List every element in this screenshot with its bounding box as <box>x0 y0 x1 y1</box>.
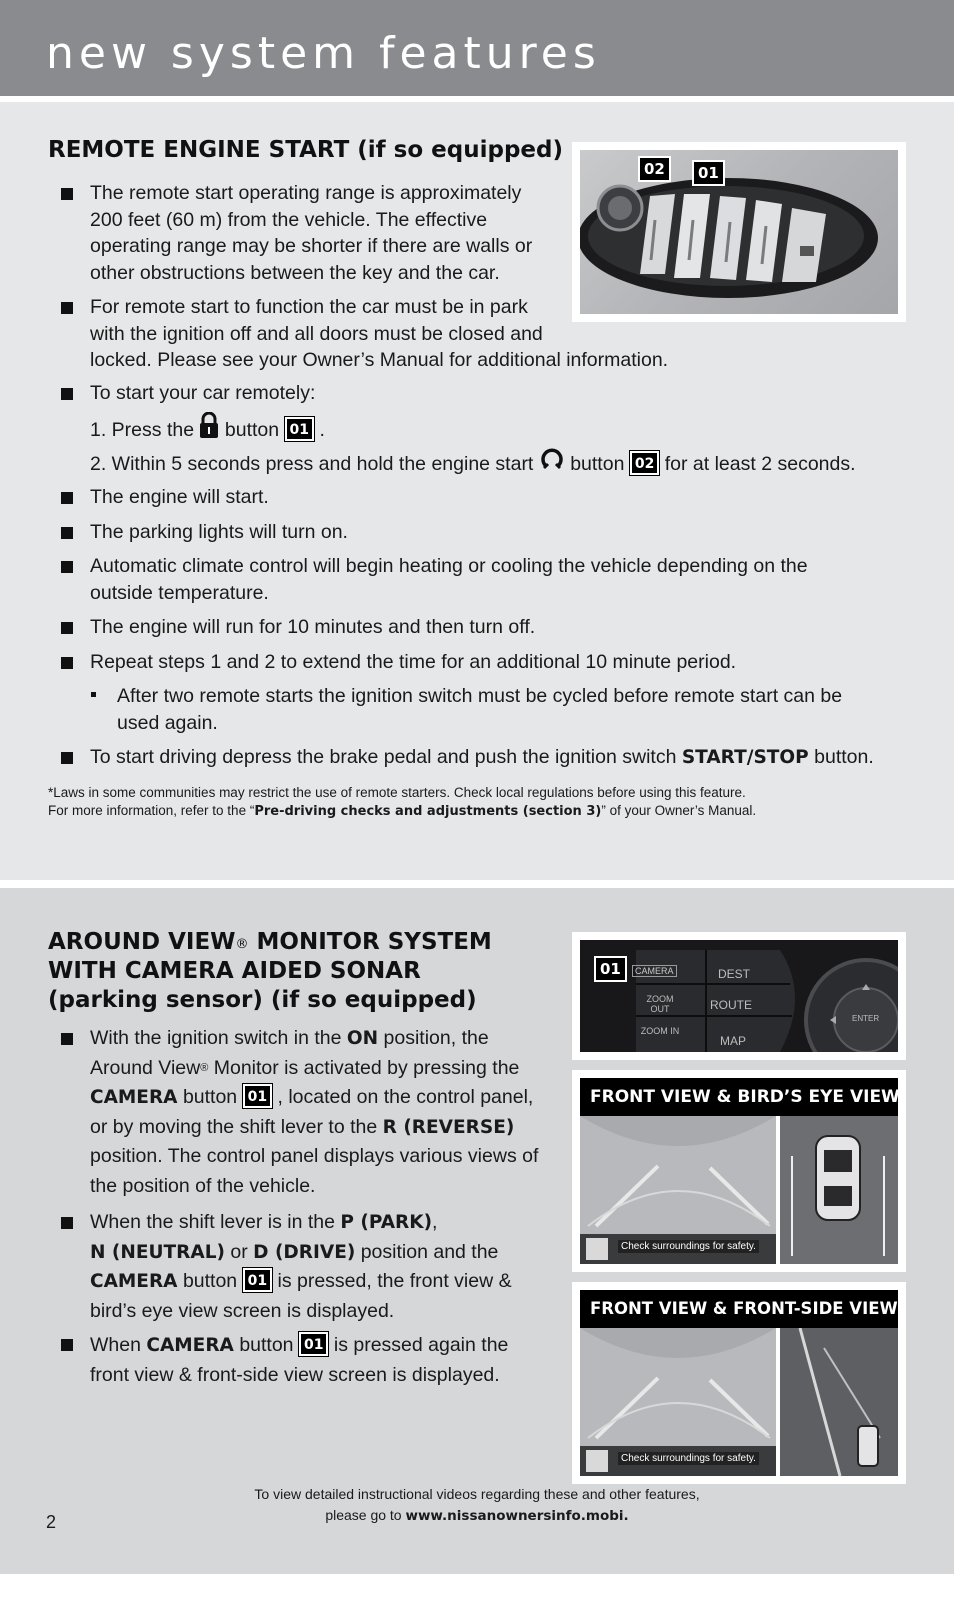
page-title: new system features <box>46 28 601 79</box>
birds-eye-view-caption: FRONT VIEW & BIRD’S EYE VIEW <box>580 1078 898 1116</box>
sub-bullet-dot <box>91 692 96 697</box>
camera-tag-01: 01 <box>299 1332 328 1356</box>
zoom-out-panel-button: ZOOM OUT <box>646 994 674 1014</box>
key-fob-photo <box>580 150 898 314</box>
button-tag-01: 01 <box>285 417 314 441</box>
dest-panel-button: DEST <box>718 967 751 981</box>
bullet-square <box>61 1217 73 1229</box>
engine-start-text: The engine will start. <box>90 486 269 508</box>
camera-tag-01: 01 <box>243 1268 272 1292</box>
zoom-in-panel-button: ZOOM IN <box>640 1026 680 1036</box>
map-panel-button: MAP <box>720 1034 747 1048</box>
bullet-square <box>61 188 73 200</box>
step-1: 1. Press the button 01 . <box>90 414 325 448</box>
ignition-cycle-text: After two remote starts the ignition switch must be cycled before remote start can be used again. <box>117 685 843 734</box>
website-link[interactable]: www.nissanownersinfo.mobi. <box>405 1508 629 1524</box>
page-number: 2 <box>46 1512 57 1532</box>
birds-eye-view-frame <box>572 1070 906 1272</box>
front-side-view-text: When CAMERA button 01 is pressed again the front view & front-side view screen is displayed. <box>90 1331 508 1390</box>
bullet-square <box>61 1033 73 1045</box>
key-fob-tag-02: 02 <box>638 156 671 182</box>
enter-panel-button: ENTER <box>852 1014 880 1023</box>
bullet-square <box>61 302 73 314</box>
range-text: The remote start operating range is approximately 200 feet (60 m) from the vehicle. The effective operating range may be shorter if there are walls or other obstructions between the key and the car. <box>90 182 533 284</box>
front-side-view-screen <box>580 1328 898 1476</box>
key-fob-illustration <box>580 150 898 314</box>
bullet-square <box>61 388 73 400</box>
climate-text: Automatic climate control will begin heating or cooling the vehicle depending on the outside temperature. <box>90 555 808 604</box>
step-2: 2. Within 5 seconds press and hold the engine start button 02 for at least 2 seconds. <box>90 448 856 482</box>
start-remotely-text: To start your car remotely: <box>90 382 316 404</box>
button-tag-02: 02 <box>630 451 659 475</box>
around-view-heading: AROUND VIEW® MONITOR SYSTEM WITH CAMERA AIDED SONAR (parking sensor) (if so equipped) <box>48 929 492 1013</box>
bullet-square <box>61 622 73 634</box>
camera-tag-01: 01 <box>243 1084 272 1108</box>
requirements-text: For remote start to function the car must be in park with the ignition off and all doors must be closed and locked. Please see your Owner’s Manual for additional information. <box>90 296 669 371</box>
bullet-square <box>61 492 73 504</box>
repeat-steps-text: Repeat steps 1 and 2 to extend the time for an additional 10 minute period. <box>90 651 737 673</box>
bullet-square <box>61 1339 73 1351</box>
bullet-square <box>61 527 73 539</box>
bullet-square <box>61 657 73 669</box>
page-header <box>0 0 954 96</box>
front-side-view-caption: FRONT VIEW & FRONT-SIDE VIEW <box>580 1290 898 1328</box>
safety-message: Check surroundings for safety. <box>618 1240 759 1253</box>
birds-eye-view-screen <box>580 1116 898 1264</box>
key-fob-tag-01: 01 <box>692 160 725 186</box>
front-side-view-frame <box>572 1282 906 1484</box>
engine-start-icon <box>539 446 565 480</box>
footer: To view detailed instructional videos regarding these and other features, please go to www.nissanownersinfo.mobi. <box>254 1486 700 1524</box>
route-panel-button: ROUTE <box>710 998 752 1012</box>
run-time-text: The engine will run for 10 minutes and then turn off. <box>90 616 536 638</box>
start-driving-text: To start driving depress the brake pedal and push the ignition switch START/STOP button. <box>90 746 874 768</box>
lock-icon <box>199 412 219 446</box>
safety-message: Check surroundings for safety. <box>618 1452 759 1465</box>
bullet-square <box>61 561 73 573</box>
panel-tag-01: 01 <box>594 956 627 982</box>
legal-note: *Laws in some communities may restrict the use of remote starters. Check local regulations before using this feature. For more information, refer to the “Pre-driving checks and adjustments (section 3)” of your Owner’s Manual. <box>48 785 757 819</box>
activation-text: With the ignition switch in the ON position, the Around View® Monitor is activated by pressing the CAMERA button 01 , located on the control panel, or by moving the shift lever to the R (REVERSE) position. The control panel displays various views of the position of the vehicle. <box>90 1027 539 1197</box>
parking-lights-text: The parking lights will turn on. <box>90 521 348 543</box>
control-panel-photo-frame <box>572 932 906 1060</box>
control-panel-photo <box>580 940 898 1052</box>
camera-panel-button: CAMERA <box>632 965 677 977</box>
park-view-text: When the shift lever is in the P (PARK), N (NEUTRAL) or D (DRIVE) position and the CAMERA button 01 is pressed, the front view & bird’s eye view screen is displayed. <box>90 1211 512 1322</box>
bullet-square <box>61 752 73 764</box>
remote-start-heading: REMOTE ENGINE START (if so equipped) <box>48 137 564 163</box>
